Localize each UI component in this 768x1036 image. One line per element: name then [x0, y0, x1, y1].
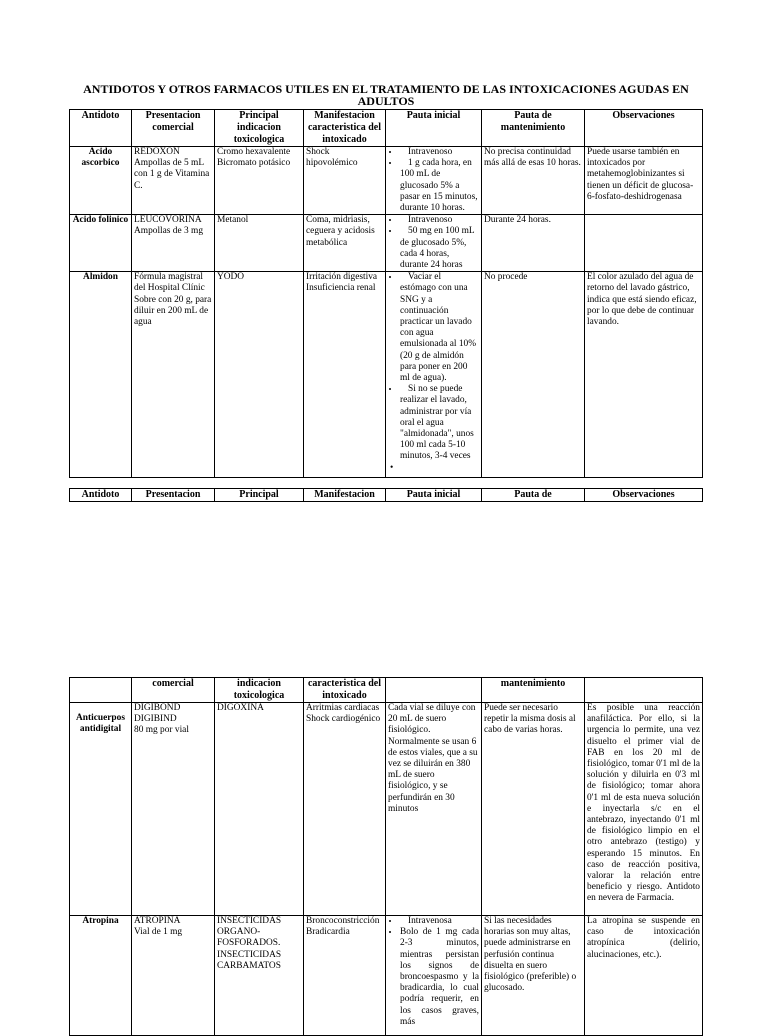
cell-manifestacion: Broncoconstricción Bradicardia [304, 916, 386, 1036]
cell-presentacion [132, 703, 215, 916]
cell-indicacion: Cromo hexavalente Bicromato potásico [215, 147, 304, 215]
indicacion-line: INSECTICIDAS CARBAMATOS [217, 949, 282, 971]
header-mantenimiento-cont: mantenimiento [482, 678, 585, 703]
table-row-acido-folinico [70, 215, 703, 272]
cell-pauta-inicial: Cada vial se diluye con 20 mL de suero fisiológico. Normalmente se usan 6 de estos viales, que a su vez se diluirán en 380 mL de suero fisiológico, y se perfundirán en 30 minutos [386, 703, 482, 916]
header-manifestacion: Manifestacion [304, 489, 386, 502]
header-indicacion: Principal indicacion toxicologica [215, 110, 304, 147]
table-row-atropina [70, 916, 703, 1036]
cell-antidote-name: Atropina [70, 916, 132, 1036]
cell-indicacion: Metanol [215, 215, 304, 272]
empty-bullet [400, 463, 479, 474]
cell-mantenimiento: Si las necesidades horarias son muy altas, puede administrarse en perfusión continua disuelta en suero fisiológico (preferible) o glucosado. [482, 916, 585, 1036]
cell-observaciones: El color azulado del agua de retorno del lavado gástrico, indica que está siendo eficaz, por lo que debe de continuar lavando. [585, 272, 703, 478]
header-manifestacion-cont: caracteristica del intoxicado [304, 678, 386, 703]
cell-mantenimiento: Puede ser necesario repetir la misma dosis al cabo de varias horas. [482, 703, 585, 916]
presentacion-line: ATROPINA [134, 916, 181, 926]
cell-presentacion [132, 916, 215, 1036]
cell-presentacion: Fórmula magistral del Hospital Clínic Sobre con 20 g, para diluir en 200 mL de agua [132, 272, 215, 478]
cell-manifestacion: Arritmias cardiacas Shock cardiogénico [304, 703, 386, 916]
header-mantenimiento: Pauta de [482, 489, 585, 502]
header-antidoto: Antidoto [70, 489, 132, 502]
cell-antidote-name: Almidon [70, 272, 132, 478]
cell-observaciones [585, 215, 703, 272]
header-pauta-inicial: Pauta inicial [386, 110, 482, 147]
antidote-table-split-header [69, 488, 703, 502]
pauta-bullet: • Intravenoso [400, 215, 479, 226]
header-manifestacion: Manifestacion caracteristica del intoxicado [304, 110, 386, 147]
header-antidoto-cont [70, 678, 132, 703]
table-header-row [70, 489, 703, 502]
cell-indicacion [215, 916, 304, 1036]
cell-presentacion: REDOXON Ampollas de 5 mL con 1 g de Vitamina C. [132, 147, 215, 215]
pauta-bullet: • Si no se puede realizar el lavado, administrar por vía oral el agua "almidonada", unos 100 ml cada 5-10 minutos, 3-4 veces [400, 384, 479, 462]
cell-observaciones: Es posible una reacción anafiláctica. Por ello, si la urgencia lo permite, una vez disuelto el primer vial de FAB en los 20 ml de fisiológico, tomar 0'1 ml de la solución y diluirla en 0'3 ml de fisiológico; tomar ahora 0'1 ml de esta nueva solución e inyectarla s/c en el antebrazo, inyectando 0'1 ml de fisiológico limpio en el otro antebrazo (testigo) y esperando 15 minutos. En caso de reacción positiva, valorar la relación entre beneficio y riesgo. Antidoto en nevera de Farmacia. [585, 703, 703, 916]
presentacion-line: 80 mg por vial [134, 725, 189, 736]
pauta-bullet: • Intravenosa [400, 916, 479, 927]
header-presentacion: Presentacion comercial [132, 110, 215, 147]
cell-manifestacion: Shock hipovolémico [304, 147, 386, 215]
pauta-bullet: • 1 g cada hora, en 100 mL de glucosado 5% a pasar en 15 minutos, durante 10 horas. [400, 158, 479, 214]
header-observaciones: Observaciones [585, 110, 703, 147]
pauta-bullet: • Vaciar el estómago con una SNG y a continuación practicar un lavado con agua emulsionada al 10% (20 g de almidón para poner en 200 ml de agua). [400, 272, 479, 384]
table-header-continuation-row [70, 678, 703, 703]
header-pauta-inicial: Pauta inicial [386, 489, 482, 502]
cell-observaciones: Puede usarse también en intoxicados por metahemoglobinizantes si tienen un déficit de glucosa-6-fosfato-deshidrogenasa [585, 147, 703, 215]
table-row-acido-ascorbico [70, 147, 703, 215]
antidote-table-part-2 [69, 677, 703, 1036]
header-presentacion-cont: comercial [132, 678, 215, 703]
page-title-line-2: ADULTOS [357, 94, 415, 108]
cell-manifestacion: Irritación digestiva Insuficiencia renal [304, 272, 386, 478]
header-pauta-inicial-cont [386, 678, 482, 703]
header-observaciones-cont [585, 678, 703, 703]
cell-presentacion: LEUCOVORINA Ampollas de 3 mg [132, 215, 215, 272]
header-mantenimiento: Pauta de mantenimiento [482, 110, 585, 147]
antidote-table-part-1 [69, 109, 703, 478]
presentacion-line: Vial de 1 mg [134, 927, 183, 938]
cell-mantenimiento: No procede [482, 272, 585, 478]
cell-mantenimiento: No precisa continuidad más allá de esas 10 horas. [482, 147, 585, 215]
cell-observaciones: La atropina se suspende en caso de intoxicación atropínica (delirio, alucinaciones, etc.). [585, 916, 703, 1036]
pauta-bullet: • Bolo de 1 mg cada 2-3 minutos, mientras persistan los signos de broncoespasmo y la bradicardia, lo cual podría requerir, en los casos graves, más [400, 927, 479, 1028]
cell-pauta-inicial [386, 215, 482, 272]
presentacion-line: DIGIBOND [134, 703, 181, 713]
pauta-bullet: • 50 mg en 100 mL de glucosado 5%, cada 4 horas, durante 24 horas [400, 226, 479, 271]
page-title-line-1: ANTIDOTOS Y OTROS FARMACOS UTILES EN EL TRATAMIENTO DE LAS INTOXICACIONES AGUDAS EN [83, 82, 689, 96]
cell-indicacion: YODO [215, 272, 304, 478]
page-title [70, 83, 702, 107]
header-observaciones: Observaciones [585, 489, 703, 502]
indicacion-line: INSECTICIDAS ORGANO-FOSFORADOS. [217, 916, 282, 949]
cell-pauta-inicial [386, 147, 482, 215]
cell-antidote-name: Acido folinico [70, 215, 132, 272]
cell-mantenimiento: Durante 24 horas. [482, 215, 585, 272]
cell-antidote-name: Acido ascorbico [70, 147, 132, 215]
cell-indicacion: DIGOXINA [215, 703, 304, 916]
table-row-anticuerpos [70, 703, 703, 916]
pauta-bullet: • Intravenoso [400, 147, 479, 158]
table-row-almidon [70, 272, 703, 478]
cell-pauta-inicial [386, 272, 482, 478]
cell-antidote-name: Anticuerpos antidigital [70, 703, 132, 916]
header-indicacion: Principal [215, 489, 304, 502]
cell-pauta-inicial [386, 916, 482, 1036]
presentacion-line: DIGIBIND [134, 714, 177, 725]
table-header-row [70, 110, 703, 147]
cell-manifestacion: Coma, midriasis, ceguera y acidosis metabólica [304, 215, 386, 272]
header-antidoto: Antidoto [70, 110, 132, 147]
header-indicacion-cont: indicacion toxicologica [215, 678, 304, 703]
header-presentacion: Presentacion [132, 489, 215, 502]
